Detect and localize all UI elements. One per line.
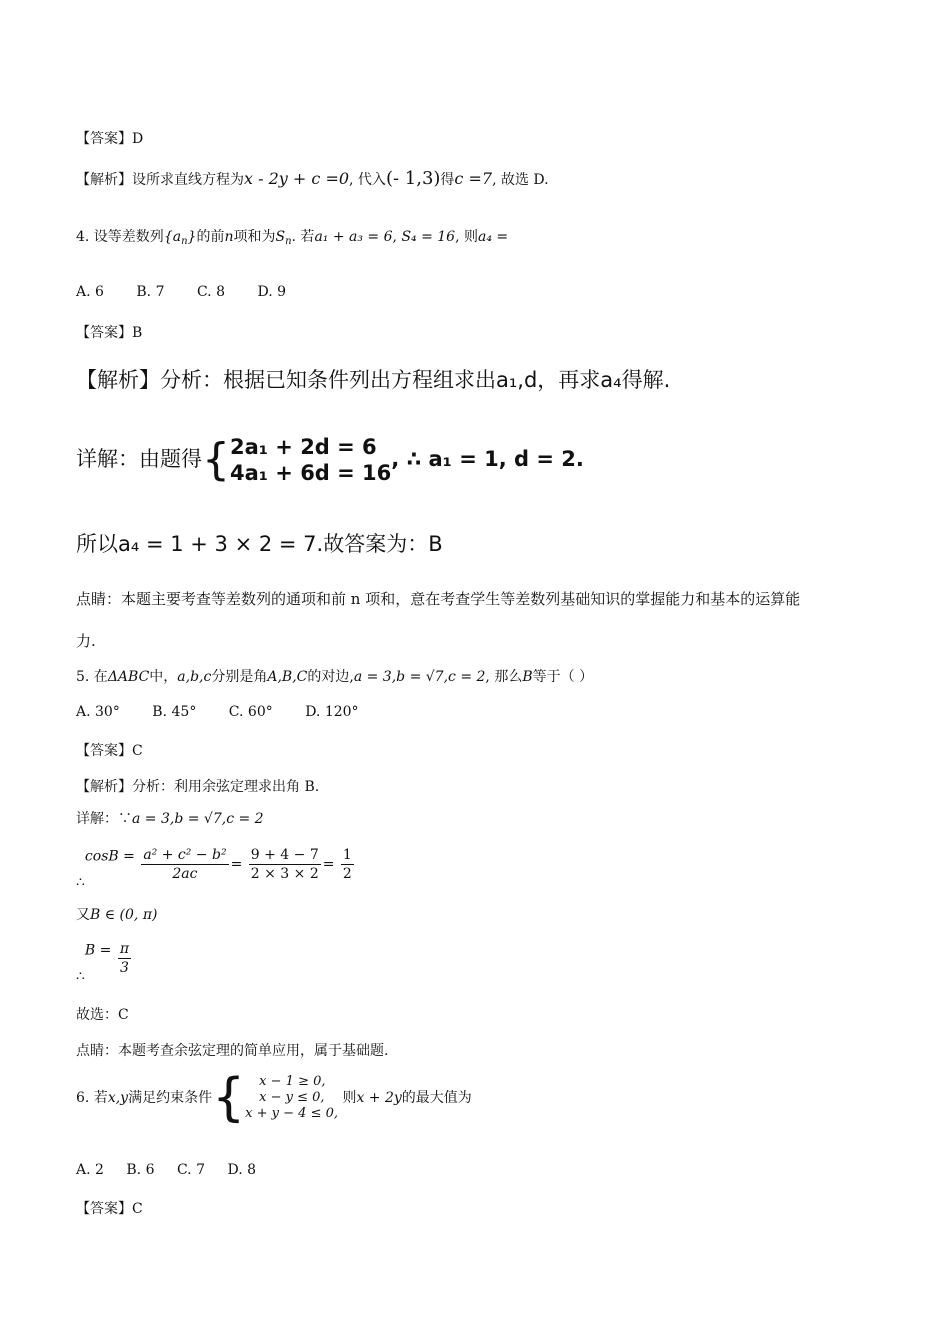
q4-condition-1: a₁ + a₃ = 6 <box>314 229 393 245</box>
q3-answer: 【答案】D <box>76 131 144 147</box>
therefore-icon: ∴ <box>76 968 85 985</box>
q5-B-value: ∴B = $\frac{\pi}{3}$ <box>76 941 130 985</box>
q4-detail-result: , ∴ a₁ = 1, d = 2. <box>391 447 584 471</box>
q5-option-a: A. 30° <box>76 704 120 720</box>
cos-fraction-result: $\frac{1}{2}$ <box>342 847 352 882</box>
q3-line-equation: x - 2y + c =0 <box>244 169 350 188</box>
q5-range: 又B ∈ (0, π) <box>76 907 158 923</box>
q5-answer: 【答案】C <box>76 743 143 759</box>
q6-option-d: D. 8 <box>227 1162 257 1178</box>
q4-option-a: A. 6 <box>76 284 104 300</box>
q4-analysis: 【解析】分析：根据已知条件列出方程组求出a₁,d，再求a₄得解. <box>76 368 671 392</box>
q4-conclusion: 所以a₄ = 1 + 3 × 2 = 7.故答案为：B <box>76 532 443 556</box>
brace-icon: { <box>212 1068 246 1128</box>
q5-cos-formula: ∴cosB = $\frac{\text{a² + c² − b²}}{2ac}$ = $\frac{9 + 4 - 7}{2 \times 3 \times 2}$ = $\frac{1}{2}$ <box>76 847 352 891</box>
q4-stem: 4. 设等差数列$\{a_n\}$的前n项和为$S_n$. 若a₁ + a₃ = 6, S₄ = 16, 则a₄ = <box>76 229 509 247</box>
q4-target: a₄ = <box>478 229 509 245</box>
q5-values: a = 3,b = √7,c = 2 <box>353 669 486 685</box>
q4-option-c: C. 8 <box>196 284 226 300</box>
q5-comment: 点睛：本题考查余弦定理的简单应用，属于基础题. <box>76 1043 389 1059</box>
q6-option-a: A. 2 <box>76 1162 104 1178</box>
q4-equation-system: 2a₁ + 2d = 6 4a₁ + 6d = 16 <box>230 435 392 485</box>
q5-options <box>76 704 387 720</box>
q4-sequence: $\{a_n\}$ <box>163 229 197 247</box>
q3-point: (- 1,3) <box>385 168 441 189</box>
cos-fraction-general: $\frac{\text{a² + c² − b²}}{2ac}$ <box>143 847 227 882</box>
q4-comment-cont: 力. <box>76 632 96 650</box>
q4-answer: 【答案】B <box>76 325 143 341</box>
q6-answer: 【答案】C <box>76 1201 143 1217</box>
because-icon: ∵ <box>118 811 132 827</box>
q4-option-b: B. 7 <box>136 284 165 300</box>
q3-c-value: c =7 <box>454 169 493 188</box>
B-fraction: $\frac{\pi}{3}$ <box>119 941 130 976</box>
q4-option-d: D. 9 <box>257 284 287 300</box>
q6-constraints: x − 1 ≥ 0, x − y ≤ 0, x + y − 4 ≤ 0, <box>245 1074 338 1121</box>
q6-options <box>76 1162 274 1178</box>
q3-analysis: 【解析】设所求直线方程为x - 2y + c =0, 代入(- 1,3)得c =7, 故选 D. <box>76 168 549 189</box>
therefore-icon: ∴ <box>76 874 85 891</box>
q5-option-b: B. 45° <box>152 704 197 720</box>
q3-analysis-label: 【解析】设所求直线方程为 <box>76 172 244 188</box>
q5-choose: 故选：C <box>76 1007 129 1023</box>
q5-analysis: 【解析】分析：利用余弦定理求出角 B. <box>76 779 320 795</box>
q4-comment: 点睛：本题主要考查等差数列的通项和前 n 项和，意在考查学生等差数列基础知识的掌握能力和基本的运算能 <box>76 590 801 608</box>
q4-condition-2: S₄ = 16 <box>401 229 456 245</box>
q4-options <box>76 284 314 300</box>
q5-stem: 5. 在ΔABC中，a,b,c分别是角A,B,C的对边,a = 3,b = √7,c = 2, 那么B等于（ ） <box>76 669 594 685</box>
q4-detail <box>76 434 584 486</box>
q5-option-c: C. 60° <box>228 704 273 720</box>
q5-option-d: D. 120° <box>305 704 359 720</box>
q6-stem: 6. 若x,y满足约束条件{ x − 1 ≥ 0, x − y ≤ 0, x + y − 4 ≤ 0, 则x + 2y的最大值为 <box>76 1068 472 1128</box>
q5-detail: 详解：∵a = 3,b = √7,c = 2 <box>76 811 264 827</box>
cos-fraction-values: $\frac{9 + 4 - 7}{2 \times 3 \times 2}$ <box>250 847 319 882</box>
brace-icon: { <box>202 434 230 485</box>
q6-option-c: C. 7 <box>176 1162 206 1178</box>
q6-option-b: B. 6 <box>126 1162 155 1178</box>
q4-detail-label: 详解：由题得 <box>76 447 202 471</box>
